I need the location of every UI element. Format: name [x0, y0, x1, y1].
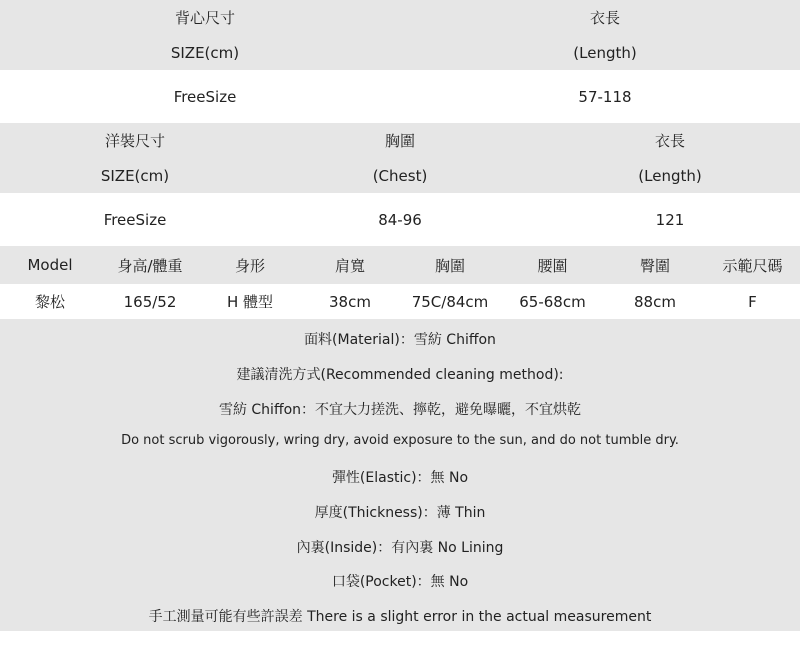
pocket-line: 口袋(Pocket)：無 No [331, 574, 469, 590]
dress-length-value: 121 [655, 210, 685, 229]
vest-size-header [0, 0, 800, 70]
elastic-line: 彈性(Elastic)：無 No [331, 470, 469, 486]
dress-chest-unit: (Chest) [372, 166, 428, 185]
inside-line: 內裏(Inside)：有內裏 No Lining [296, 540, 504, 556]
material-line: 面料(Material)：雪紡 Chiffon [304, 332, 496, 348]
hip-header: 臀圍 [639, 256, 670, 275]
dress-length-unit: (Length) [638, 166, 702, 185]
vest-length-label: 衣長 [589, 9, 620, 27]
dress-size-unit: SIZE(cm) [100, 166, 170, 185]
measurement-note: 手工測量可能有些許誤差 There is a slight error in the actual measurement [148, 609, 652, 625]
body-type-value: H 體型 [226, 293, 274, 311]
shoulder-header: 肩寬 [334, 256, 365, 275]
height-weight-value: 165/52 [123, 292, 177, 311]
vest-size-value: FreeSize [173, 87, 237, 106]
model-header: Model [27, 256, 73, 274]
dress-length-label: 衣長 [654, 132, 685, 150]
waist-header: 腰圍 [537, 256, 568, 275]
shoulder-value: 38cm [329, 292, 371, 311]
size-worn-header: 示範尺碼 [722, 256, 783, 275]
model-table-header [0, 246, 800, 284]
height-weight-header: 身高/體重 [117, 256, 183, 275]
dress-size-value: FreeSize [103, 210, 167, 229]
vest-size-unit: SIZE(cm) [170, 43, 240, 62]
model-table-row [0, 284, 800, 319]
cleaning-en: Do not scrub vigorously, wring dry, avoid exposure to the sun, and do not tumble dry. [121, 433, 679, 448]
chest-header: 胸圍 [434, 256, 465, 275]
vest-length-value: 57-118 [578, 87, 632, 106]
model-name: 黎松 [34, 293, 65, 311]
dress-size-label: 洋裝尺寸 [104, 132, 165, 150]
cleaning-title: 建議清洗方式(Recommended cleaning method): [236, 367, 564, 383]
vest-size-label: 背心尺寸 [174, 9, 235, 27]
cleaning-zh: 雪紡 Chiffon：不宜大力搓洗、擰乾，避免曝曬，不宜烘乾 [218, 402, 582, 418]
details-panel [0, 319, 800, 631]
dress-size-header [0, 123, 800, 193]
dress-chest-value: 84-96 [378, 210, 422, 229]
thickness-line: 厚度(Thickness)：薄 Thin [314, 505, 486, 521]
chest-value: 75C/84cm [411, 292, 489, 311]
vest-size-row [0, 70, 800, 123]
dress-chest-label: 胸圍 [384, 132, 415, 150]
dress-size-row [0, 193, 800, 246]
body-type-header: 身形 [234, 256, 265, 275]
vest-length-unit: (Length) [573, 43, 637, 62]
size-worn-value: F [748, 292, 757, 311]
hip-value: 88cm [634, 292, 676, 311]
waist-value: 65-68cm [519, 292, 586, 311]
